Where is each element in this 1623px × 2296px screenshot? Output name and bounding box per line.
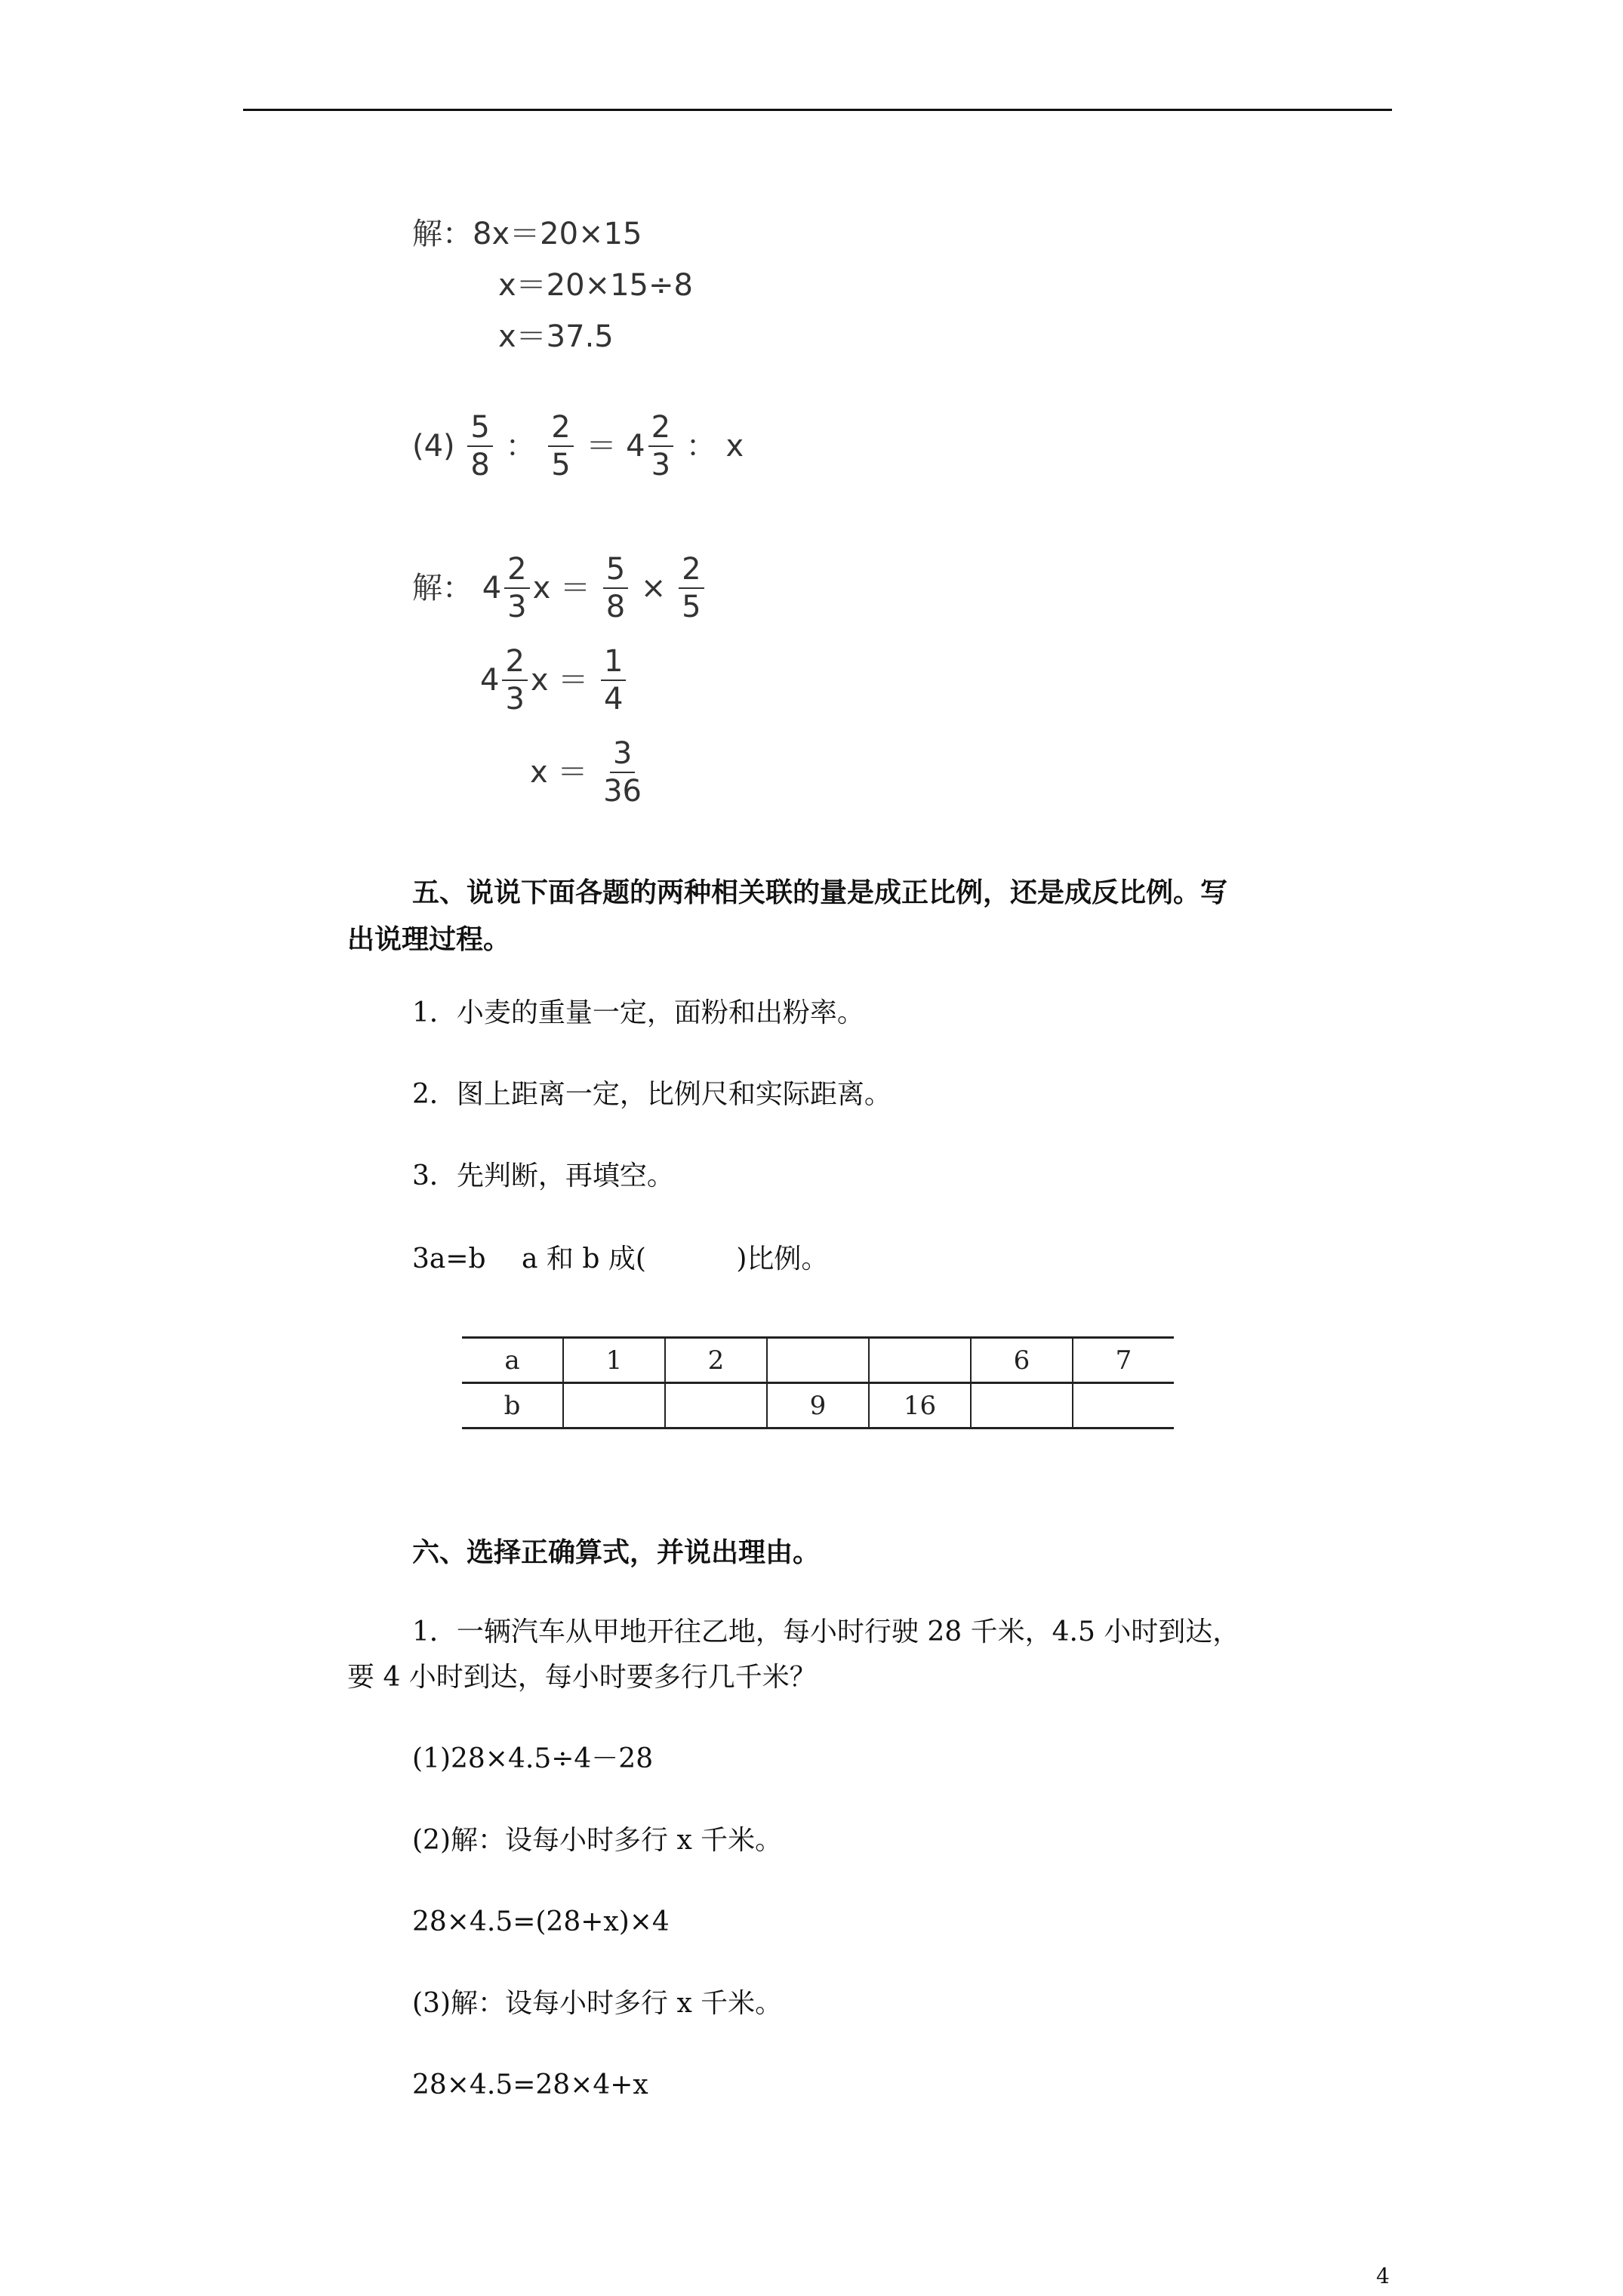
table-cell: 2: [665, 1338, 767, 1383]
solution-prefix: 解：: [412, 217, 473, 251]
option-2-equation: 28×4.5=(28+x)×4: [412, 1906, 670, 1937]
solution-4-line-3: x ＝ $\frac{3}{36}$: [530, 738, 648, 806]
solution-3-line-3: x＝37.5: [498, 319, 614, 354]
table-cell: 16: [869, 1383, 971, 1428]
problem-label: (4): [412, 429, 455, 464]
table-cell: a: [462, 1338, 563, 1383]
table-cell: [869, 1338, 971, 1383]
table-cell: [971, 1383, 1073, 1428]
fraction: $\frac{1}{4}$: [601, 646, 626, 714]
section-5-item-1: 1．小麦的重量一定，面粉和出粉率。: [412, 997, 864, 1028]
fraction: $\frac{2}{5}$: [548, 412, 573, 480]
fraction: $\frac{2}{3}$: [648, 412, 673, 480]
table-cell: 7: [1073, 1338, 1174, 1383]
section-5-heading-line-2: 出说理过程。: [347, 923, 511, 955]
section-5-item-3: 3．先判断，再填空。: [412, 1160, 674, 1191]
table-cell: 1: [563, 1338, 665, 1383]
table-cell: [563, 1383, 665, 1428]
solution-4-line-1: 解： 4 $\frac{2}{3}$ x ＝ $\frac{5}{8}$ × $\frac{2}{5}$: [412, 554, 707, 622]
fraction: $\frac{5}{8}$: [467, 412, 492, 480]
table-row: [462, 1383, 1174, 1428]
option-1: (1)28×4.5÷4－28: [412, 1743, 654, 1774]
fraction: $\frac{2}{3}$: [502, 646, 527, 714]
page-number: 4: [1376, 2264, 1390, 2288]
question-1-line-1: 1．一辆汽车从甲地开往乙地，每小时行驶 28 千米，4.5 小时到达，: [412, 1616, 1240, 1647]
section-5-heading-line-1: 五、说说下面各题的两种相关联的量是成正比例，还是成反比例。写: [412, 877, 1228, 908]
problem-4: (4) $\frac{5}{8}$ ： $\frac{2}{5}$ ＝ 4 $\frac{2}{3}$ ： x: [412, 410, 744, 482]
option-3: (3)解：设每小时多行 x 千米。: [412, 1988, 783, 2019]
fraction: $\frac{3}{36}$: [603, 736, 642, 809]
table-cell: [767, 1338, 869, 1383]
option-2: (2)解：设每小时多行 x 千米。: [412, 1825, 783, 1856]
solution-3-line-2: x＝20×15÷8: [498, 268, 693, 303]
solution-prefix: 解：: [412, 571, 473, 606]
solution-3-line-1: 解：8x＝20×15: [412, 217, 642, 251]
header-rule: [243, 109, 1392, 111]
table-cell: [665, 1383, 767, 1428]
ab-value-table: [462, 1336, 1174, 1429]
table-cell: 6: [971, 1338, 1073, 1383]
solution-4-line-2: 4 $\frac{2}{3}$ x ＝ $\frac{1}{4}$: [480, 646, 629, 714]
option-3-equation: 28×4.5=28×4+x: [412, 2069, 648, 2100]
fraction: $\frac{5}{8}$: [603, 554, 628, 622]
fraction: $\frac{2}{3}$: [504, 554, 529, 622]
table-row: [462, 1338, 1174, 1383]
table-cell: b: [462, 1383, 563, 1428]
fraction: $\frac{2}{5}$: [679, 554, 704, 622]
question-1-line-2: 要 4 小时到达，每小时要多行几千米？: [347, 1662, 817, 1693]
table-cell: [1073, 1383, 1174, 1428]
section-5-item-2: 2．图上距离一定，比例尺和实际距离。: [412, 1079, 892, 1110]
section-6-heading: 六、选择正确算式，并说出理由。: [412, 1536, 821, 1568]
table-cell: 9: [767, 1383, 869, 1428]
fill-in-line: 3a=b a 和 b 成( )比例。: [412, 1244, 829, 1274]
